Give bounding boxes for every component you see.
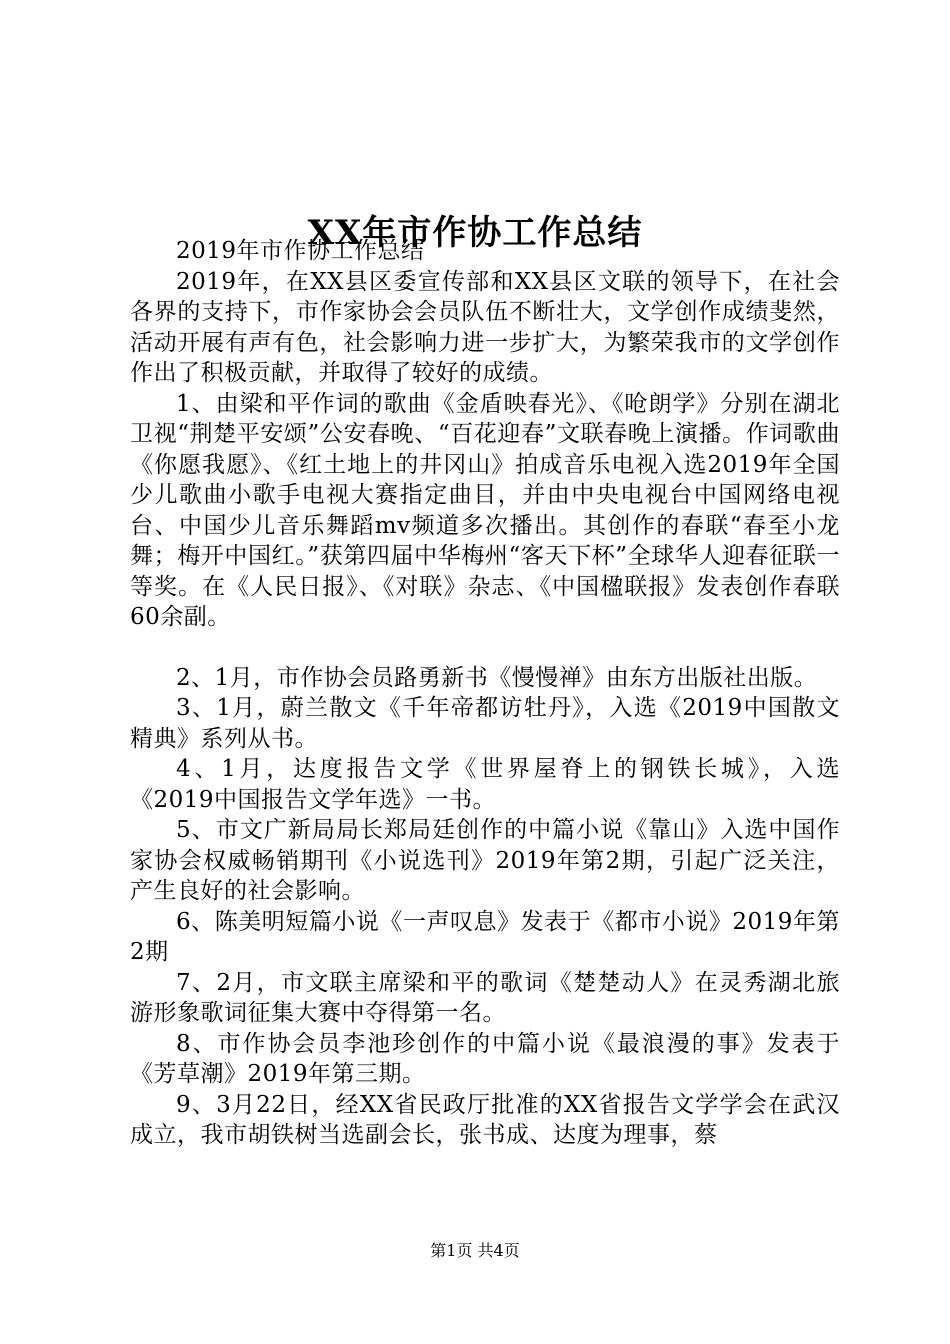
paragraph-item-8: 8、市作协会员李池珍创作的中篇小说《最浪漫的事》发表于《芳草潮》2019年第三期。 (130, 1030, 840, 1087)
paragraph-item-6: 6、陈美明短篇小说《一声叹息》发表于《都市小说》2019年第2期 (130, 908, 840, 965)
paragraph-item-4: 4、1月，达度报告文学《世界屋脊上的钢铁长城》，入选《2019中国报告文学年选》一书。 (130, 756, 840, 813)
paragraph-item-1: 1、由梁和平作词的歌曲《金盾映春光》、《呛朗学》分别在湖北卫视“荆楚平安颂”公安春晚、“百花迎春”文联春晚上演播。作词歌曲《你愿我愿》、《红土地上的井冈山》拍成音乐电视入选2019年全国少儿歌曲小歌手电视大赛指定曲目，并由中央电视台中国网络电视台、中国少儿音乐舞蹈mv频道多次播出。其创作的春联“春至小龙舞；梅开中国红。”获第四届中华梅州“客天下杯”全球华人迎春征联一等奖。在《人民日报》、《对联》杂志、《中国楹联报》发表创作春联60余副。 (130, 390, 840, 630)
paragraph-item-2: 2、1月，市作协会员路勇新书《慢慢禅》由东方出版社出版。 (176, 664, 818, 691)
document-body (130, 236, 840, 1151)
paragraph-item-7: 7、2月，市文联主席梁和平的歌词《楚楚动人》在灵秀湖北旅游形象歌词征集大赛中夺得第一名。 (130, 969, 840, 1026)
paragraph-item-3: 3、1月，蔚兰散文《千年帝都访牡丹》，入选《2019中国散文精典》系列从书。 (130, 695, 840, 752)
paragraph-item-9: 9、3月22日，经XX省民政厅批准的XX省报告文学学会在武汉成立，我市胡铁树当选副会长，张书成、达度为理事，蔡 (130, 1091, 840, 1148)
page-footer: 第1页 共4页 (430, 1241, 520, 1260)
paragraph-intro: 2019年，在XX县区委宣传部和XX县区文联的领导下，在社会各界的支持下，市作家协会会员队伍不断壮大，文学创作成绩斐然，活动开展有声有色，社会影响力进一步扩大，为繁荣我市的文学创作作出了积极贡献，并取得了较好的成绩。 (130, 268, 840, 386)
paragraph-item-5: 5、市文广新局局长郑局廷创作的中篇小说《靠山》入选中国作家协会权威畅销期刊《小说选刊》2019年第2期，引起广泛关注，产生良好的社会影响。 (130, 817, 840, 904)
document-title: XX年市作协工作总结 (307, 212, 643, 253)
paragraph-subtitle: 2019年市作协工作总结 (176, 238, 425, 264)
